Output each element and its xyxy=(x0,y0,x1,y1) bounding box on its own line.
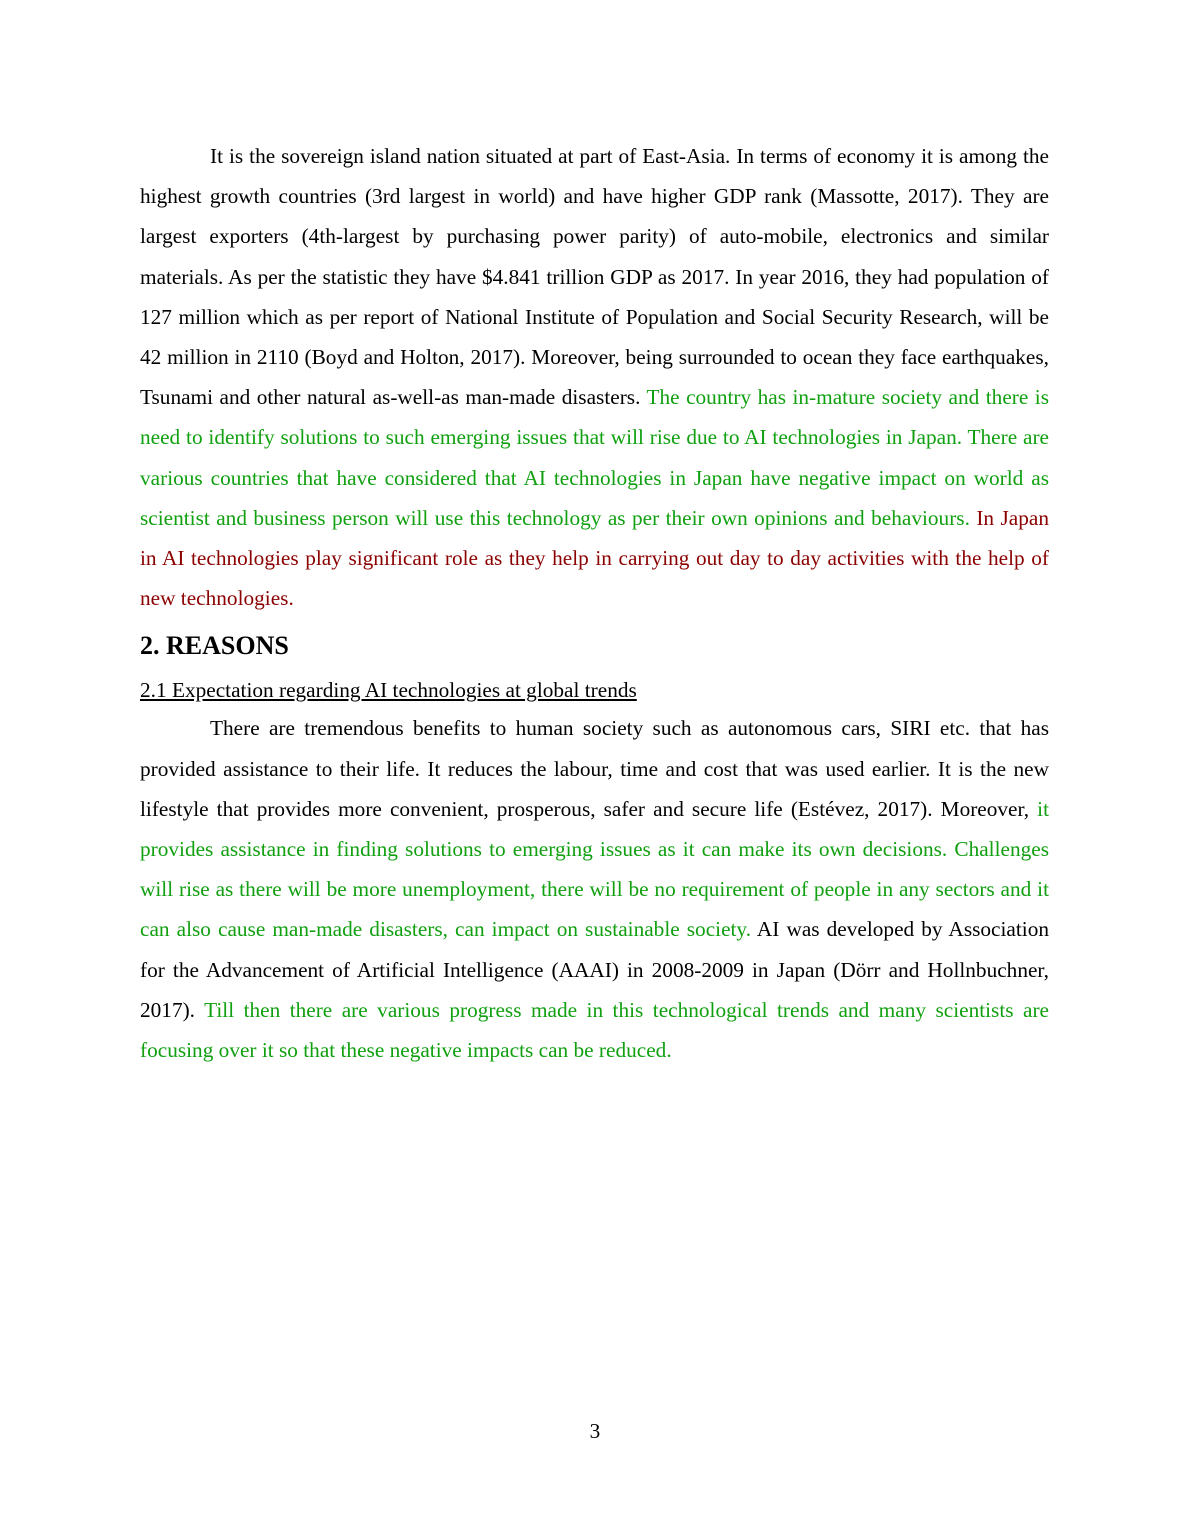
intro-text-red: In Japan in AI technologies play significant role as they help in carrying out day to day activities with the help of new technologies. xyxy=(140,505,1049,611)
section-heading-reasons: 2. REASONS xyxy=(140,631,289,661)
reasons-text-green-1: it provides assistance in finding solutions to emerging issues as it can make its own decisions. Challenges will rise as there will be more unemployment, there will be no requirement of people in any sectors and it can also cause man-made disasters, can impact on sustainable society. xyxy=(140,796,1049,942)
document-page xyxy=(140,136,1049,1070)
reasons-text-black-2: AI was developed by Association for the Advancement of Artificial Intelligence (AAAI) in 2008-2009 in Japan (Dörr and Hollnbuchner, 2017). xyxy=(140,917,1049,1022)
intro-text-black: It is the sovereign island nation situated at part of East-Asia. In terms of economy it is among the highest growth countries (3rd largest in world) and have higher GDP rank (Massotte, 2017). They are largest exporters (4th-largest by purchasing power parity) of auto-mobile, electronics and similar materials. As per the statistic they have $4.841 trillion GDP as 2017. In year 2016, they had population of 127 million which as per report of National Institute of Population and Social Security Research, will be 42 million in 2110 (Boyd and Holton, 2017). Moreover, being surrounded to ocean they face earthquakes, Tsunami and other natural as-well-as man-made disasters. xyxy=(140,144,1049,410)
intro-paragraph xyxy=(140,136,1049,618)
subsection-heading-expectation: 2.1 Expectation regarding AI technologies at global trends xyxy=(140,678,637,703)
page-number: 3 xyxy=(589,1419,601,1443)
reasons-paragraph xyxy=(140,708,1049,1070)
intro-text-green: The country has in-mature society and there is need to identify solutions to such emerging issues that will rise due to AI technologies in Japan. There are various countries that have considered that AI technologies in Japan have negative impact on world as scientist and business person will use this technology as per their own opinions and behaviours. xyxy=(140,385,1049,530)
reasons-text-green-2: Till then there are various progress made in this technological trends and many scientists are focusing over it so that these negative impacts can be reduced. xyxy=(140,997,1050,1063)
reasons-text-black-1: There are tremendous benefits to human society such as autonomous cars, SIRI etc. that has provided assistance to their life. It reduces the labour, time and cost that was used earlier. It is the new lifestyle that provides more convenient, prosperous, safer and secure life (Estévez, 2017). Moreover, xyxy=(140,716,1049,821)
